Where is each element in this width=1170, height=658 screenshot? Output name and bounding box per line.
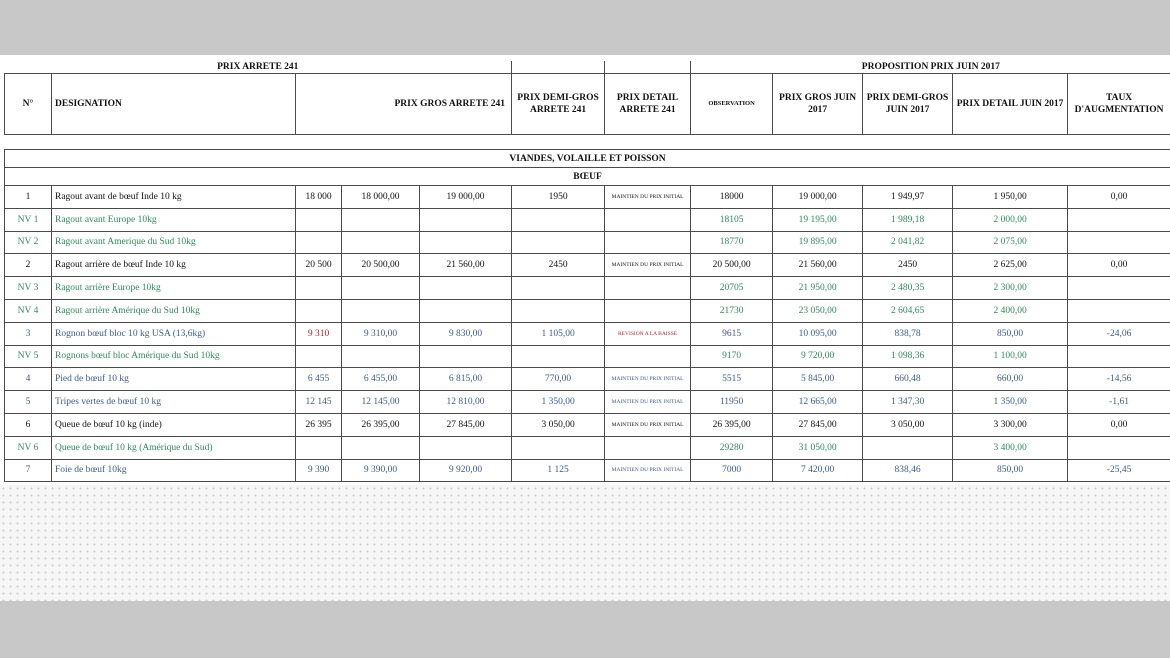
cell-taux [1068, 231, 1170, 254]
cell-gros2: 9 390,00 [342, 459, 420, 482]
cell-g17: 5515 [691, 368, 773, 391]
cell-det17: 660,00 [953, 368, 1068, 391]
cell-detail [512, 299, 605, 322]
cell-designation: Ragout arrière Europe 10kg [52, 277, 296, 300]
cell-d17: 19 000,00 [773, 186, 863, 209]
cell-d17: 23 050,00 [773, 299, 863, 322]
cell-no: NV 6 [5, 436, 52, 459]
cell-g17: 20 500,00 [691, 254, 773, 277]
section-subtitle: BŒUF [5, 168, 1170, 186]
col-designation: DESIGNATION [52, 74, 296, 135]
cell-no: 4 [5, 368, 52, 391]
cell-designation: Pied de bœuf 10 kg [52, 368, 296, 391]
cell-detail [512, 208, 605, 231]
table-row [5, 254, 1170, 277]
table-row [5, 368, 1170, 391]
cell-demi: 9 920,00 [420, 459, 512, 482]
cell-taux [1068, 277, 1170, 300]
table-row [5, 322, 1170, 345]
cell-taux: -24,06 [1068, 322, 1170, 345]
cell-g17: 9170 [691, 345, 773, 368]
cell-gros [296, 277, 342, 300]
cell-det17: 3 400,00 [953, 436, 1068, 459]
col-no: N° [5, 74, 52, 135]
cell-demi: 19 000,00 [420, 186, 512, 209]
cell-detail [512, 231, 605, 254]
cell-detail: 2450 [512, 254, 605, 277]
cell-demi [420, 231, 512, 254]
cell-taux: 0,00 [1068, 413, 1170, 436]
cell-demi [420, 436, 512, 459]
cell-no: 7 [5, 459, 52, 482]
cell-d17: 12 665,00 [773, 391, 863, 414]
cell-gros2 [342, 208, 420, 231]
cell-gros [296, 299, 342, 322]
cell-x17: 1 347,30 [863, 391, 953, 414]
cell-demi [420, 299, 512, 322]
cell-obs: MAINTIEN DU PRIX INITIAL [605, 459, 691, 482]
cell-obs [605, 436, 691, 459]
cell-d17: 10 095,00 [773, 322, 863, 345]
cell-demi: 27 845,00 [420, 413, 512, 436]
cell-detail [512, 345, 605, 368]
cell-g17: 18000 [691, 186, 773, 209]
group-spacer [512, 61, 605, 74]
cell-taux: -14,56 [1068, 368, 1170, 391]
spacer-row [5, 135, 1170, 150]
col-prix-demi-gros-juin: PRIX DEMI-GROS JUIN 2017 [863, 74, 953, 135]
cell-x17: 1 098,36 [863, 345, 953, 368]
cell-demi [420, 345, 512, 368]
cell-g17: 18105 [691, 208, 773, 231]
cell-d17: 21 560,00 [773, 254, 863, 277]
cell-detail: 1 350,00 [512, 391, 605, 414]
cell-det17: 1 350,00 [953, 391, 1068, 414]
cell-obs [605, 208, 691, 231]
cell-g17: 9615 [691, 322, 773, 345]
cell-no: 3 [5, 322, 52, 345]
col-prix-detail-juin: PRIX DETAIL JUIN 2017 [953, 74, 1068, 135]
cell-det17: 2 400,00 [953, 299, 1068, 322]
cell-obs [605, 299, 691, 322]
cell-g17: 21730 [691, 299, 773, 322]
cell-det17: 850,00 [953, 459, 1068, 482]
cell-detail: 1 105,00 [512, 322, 605, 345]
cell-gros2 [342, 299, 420, 322]
cell-obs [605, 345, 691, 368]
col-prix-demi-gros: PRIX DEMI-GROS ARRETE 241 [512, 74, 605, 135]
cell-obs: MAINTIEN DU PRIX INITIAL [605, 413, 691, 436]
cell-gros: 9 390 [296, 459, 342, 482]
cell-det17: 1 100,00 [953, 345, 1068, 368]
cell-gros: 20 500 [296, 254, 342, 277]
cell-gros [296, 436, 342, 459]
cell-obs: MAINTIEN DU PRIX INITIAL [605, 391, 691, 414]
cell-x17 [863, 436, 953, 459]
cell-gros2: 20 500,00 [342, 254, 420, 277]
cell-taux: -1,61 [1068, 391, 1170, 414]
table-row [5, 459, 1170, 482]
cell-detail [512, 277, 605, 300]
cell-d17: 31 050,00 [773, 436, 863, 459]
cell-no: 5 [5, 391, 52, 414]
cell-g17: 29280 [691, 436, 773, 459]
cell-gros2: 18 000,00 [342, 186, 420, 209]
cell-designation: Queue de bœuf 10 kg (Amérique du Sud) [52, 436, 296, 459]
cell-designation: Ragout avant Europe 10kg [52, 208, 296, 231]
cell-g17: 18770 [691, 231, 773, 254]
cell-gros: 26 395 [296, 413, 342, 436]
table-row [5, 391, 1170, 414]
group-right-header: PROPOSITION PRIX JUIN 2017 [691, 61, 1170, 74]
section-row [5, 150, 1170, 168]
cell-x17: 1 949,97 [863, 186, 953, 209]
cell-taux [1068, 299, 1170, 322]
cell-obs: MAINTIEN DU PRIX INITIAL [605, 254, 691, 277]
col-prix-detail: PRIX DETAIL ARRETE 241 [605, 74, 691, 135]
cell-det17: 2 000,00 [953, 208, 1068, 231]
cell-demi: 21 560,00 [420, 254, 512, 277]
cell-no: NV 4 [5, 299, 52, 322]
cell-demi: 9 830,00 [420, 322, 512, 345]
cell-det17: 3 300,00 [953, 413, 1068, 436]
table-row [5, 231, 1170, 254]
cell-obs: MAINTIEN DU PRIX INITIAL [605, 186, 691, 209]
group-header-row [5, 61, 1170, 74]
cell-det17: 1 950,00 [953, 186, 1068, 209]
cell-taux: -25,45 [1068, 459, 1170, 482]
subsection-row [5, 168, 1170, 186]
cell-taux [1068, 345, 1170, 368]
section-title: VIANDES, VOLAILLE ET POISSON [5, 150, 1170, 168]
cell-x17: 660,48 [863, 368, 953, 391]
cell-no: 2 [5, 254, 52, 277]
cell-demi [420, 208, 512, 231]
cell-designation: Ragout arrière Amérique du Sud 10kg [52, 299, 296, 322]
cell-gros2: 9 310,00 [342, 322, 420, 345]
cell-det17: 2 300,00 [953, 277, 1068, 300]
cell-gros2: 6 455,00 [342, 368, 420, 391]
cell-d17: 7 420,00 [773, 459, 863, 482]
cell-taux [1068, 436, 1170, 459]
cell-d17: 5 845,00 [773, 368, 863, 391]
cell-demi [420, 277, 512, 300]
cell-g17: 11950 [691, 391, 773, 414]
cell-gros2 [342, 345, 420, 368]
cell-taux [1068, 208, 1170, 231]
cell-no: NV 2 [5, 231, 52, 254]
group-left-header: PRIX ARRETE 241 [5, 61, 512, 74]
cell-x17: 2 041,82 [863, 231, 953, 254]
col-prix-gros-juin: PRIX GROS JUIN 2017 [773, 74, 863, 135]
cell-det17: 850,00 [953, 322, 1068, 345]
cell-detail: 1 125 [512, 459, 605, 482]
cell-gros [296, 231, 342, 254]
cell-no: 6 [5, 413, 52, 436]
cell-x17: 1 989,18 [863, 208, 953, 231]
cell-g17: 26 395,00 [691, 413, 773, 436]
cell-detail: 3 050,00 [512, 413, 605, 436]
cell-designation: Ragout arrière de bœuf Inde 10 kg [52, 254, 296, 277]
cell-designation: Rognons bœuf bloc Amérique du Sud 10kg [52, 345, 296, 368]
cell-gros [296, 345, 342, 368]
cell-det17: 2 075,00 [953, 231, 1068, 254]
cell-gros2: 26 395,00 [342, 413, 420, 436]
price-table [4, 61, 1170, 482]
cell-demi: 6 815,00 [420, 368, 512, 391]
cell-detail [512, 436, 605, 459]
cell-obs [605, 277, 691, 300]
cell-gros: 6 455 [296, 368, 342, 391]
cell-no: NV 1 [5, 208, 52, 231]
cell-g17: 7000 [691, 459, 773, 482]
cell-taux: 0,00 [1068, 186, 1170, 209]
table-row [5, 413, 1170, 436]
table-row [5, 208, 1170, 231]
cell-gros2 [342, 231, 420, 254]
col-observation: OBSERVATION [691, 74, 773, 135]
cell-gros: 12 145 [296, 391, 342, 414]
cell-designation: Ragout avant Amerique du Sud 10kg [52, 231, 296, 254]
cell-detail: 770,00 [512, 368, 605, 391]
cell-x17: 2 480,35 [863, 277, 953, 300]
cell-obs: REVISION A LA BAISSE [605, 322, 691, 345]
cell-g17: 20705 [691, 277, 773, 300]
cell-x17: 838,78 [863, 322, 953, 345]
cell-gros2 [342, 436, 420, 459]
cell-x17: 838,46 [863, 459, 953, 482]
cell-det17: 2 625,00 [953, 254, 1068, 277]
col-taux: TAUX D'AUGMENTATION [1068, 74, 1170, 135]
cell-gros [296, 208, 342, 231]
cell-d17: 21 950,00 [773, 277, 863, 300]
cell-taux: 0,00 [1068, 254, 1170, 277]
cell-gros2: 12 145,00 [342, 391, 420, 414]
cell-x17: 3 050,00 [863, 413, 953, 436]
table-row [5, 277, 1170, 300]
cell-demi: 12 810,00 [420, 391, 512, 414]
scan-background [0, 485, 1170, 601]
cell-x17: 2450 [863, 254, 953, 277]
table-row [5, 345, 1170, 368]
cell-gros: 18 000 [296, 186, 342, 209]
cell-d17: 19 895,00 [773, 231, 863, 254]
group-spacer [605, 61, 691, 74]
cell-obs: MAINTIEN DU PRIX INITIAL [605, 368, 691, 391]
cell-x17: 2 604,65 [863, 299, 953, 322]
cell-d17: 9 720,00 [773, 345, 863, 368]
document-sheet [0, 55, 1170, 601]
column-header-row [5, 74, 1170, 135]
col-prix-gros: PRIX GROS ARRETE 241 [296, 74, 512, 135]
table-row [5, 186, 1170, 209]
cell-designation: Foie de bœuf 10kg [52, 459, 296, 482]
cell-no: NV 3 [5, 277, 52, 300]
table-row [5, 299, 1170, 322]
cell-no: NV 5 [5, 345, 52, 368]
cell-designation: Queue de bœuf 10 kg (inde) [52, 413, 296, 436]
cell-gros2 [342, 277, 420, 300]
cell-obs [605, 231, 691, 254]
table-row [5, 436, 1170, 459]
cell-d17: 27 845,00 [773, 413, 863, 436]
cell-designation: Tripes vertes de bœuf 10 kg [52, 391, 296, 414]
cell-gros: 9 310 [296, 322, 342, 345]
cell-no: 1 [5, 186, 52, 209]
cell-designation: Ragout avant de bœuf Inde 10 kg [52, 186, 296, 209]
cell-designation: Rognon bœuf bloc 10 kg USA (13,6kg) [52, 322, 296, 345]
cell-detail: 1950 [512, 186, 605, 209]
cell-d17: 19 195,00 [773, 208, 863, 231]
